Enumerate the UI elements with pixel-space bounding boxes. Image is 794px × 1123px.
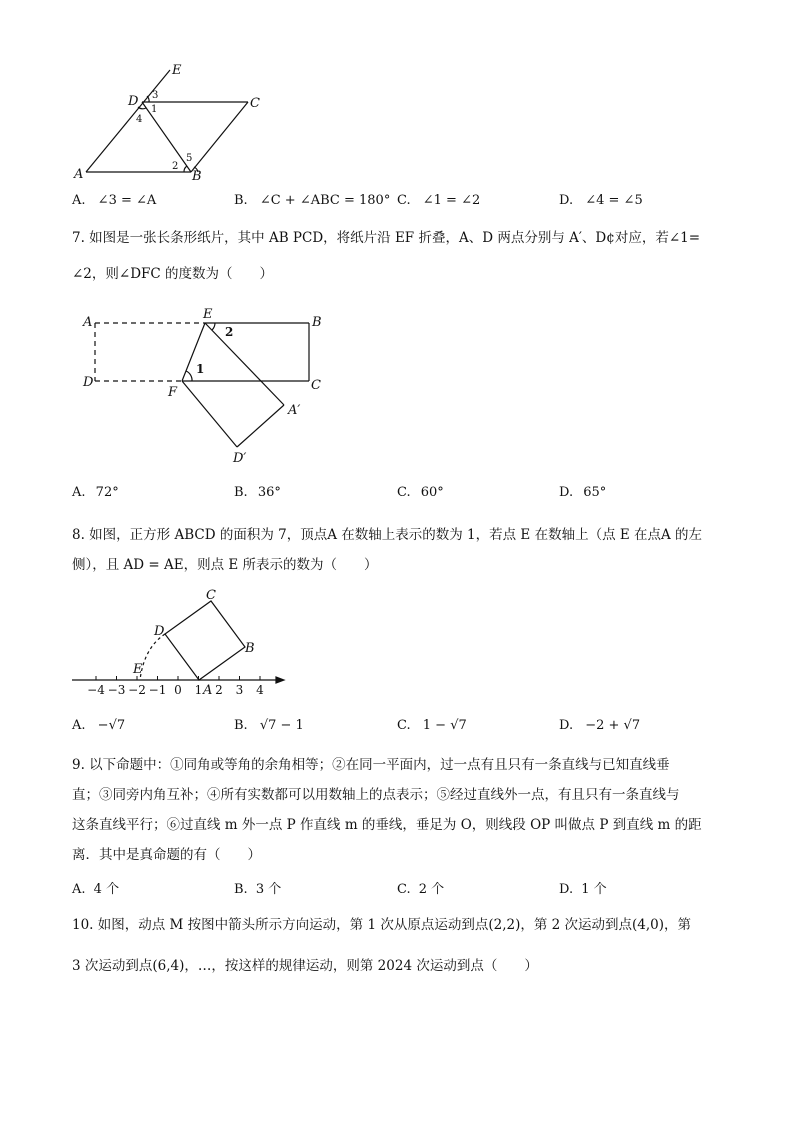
q7-option-a [72, 485, 119, 500]
q6-label-d: D [128, 94, 139, 109]
q6-label-a: A [74, 167, 84, 182]
q8-tick-label: 2 [215, 683, 223, 697]
q8-option-a-key: A. [72, 718, 86, 733]
q7-stem-line1: 7. 如图是一张长条形纸片，其中 AB PCD，将纸片沿 EF 折叠，A、D 两点分别与 A′、D¢对应，若∠1= [72, 230, 701, 246]
q6-angle-arc-b [184, 166, 187, 172]
q10-stem-line2: 3 次运动到点(6,4)，…，按这样的规律运动，则第 2024 次运动到点（ ） [72, 958, 538, 974]
q7-label-e: E [203, 307, 213, 322]
q8-label-b: B [245, 641, 255, 656]
q8-stem-line2: 侧），且 AD = AE，则点 E 所表示的数为（ ） [72, 557, 378, 573]
q8-figure [66, 582, 296, 698]
q7-option-a-key: A. [72, 485, 86, 500]
q6-option-a [72, 193, 156, 208]
q6-option-d-key: D. [559, 193, 574, 208]
q10-stem-line1: 10. 如图，动点 M 按图中箭头所示方向运动，第 1 次从原点运动到点(2,2)，第 2 次运动到点(4,0)，第 [72, 917, 692, 933]
q6-option-b [234, 193, 390, 208]
q9-option-b-text: 3 个 [255, 882, 282, 897]
q8-option-a [72, 718, 125, 733]
q6-angle-4: 4 [136, 114, 143, 125]
q9-stem-line3: 这条直线平行；⑥过直线 m 外一点 P 作直线 m 的垂线，垂足为 O，则线段 OP 叫做点 P 到直线 m 的距 [72, 817, 702, 833]
q7-option-c-text: 60° [420, 485, 444, 500]
q6-option-b-text: ∠C + ∠ABC = 180° [259, 193, 391, 208]
q6-option-a-key: A. [72, 193, 86, 208]
q7-line-fd-prime [182, 381, 237, 447]
q9-option-d-key: D. [559, 882, 574, 897]
q8-tick-label: −3 [107, 683, 126, 697]
q6-option-c-text: ∠1 = ∠2 [422, 193, 481, 208]
q7-option-d-text: 65° [583, 485, 607, 500]
q8-tick-label: 1 [194, 683, 203, 697]
q6-option-b-key: B. [234, 193, 248, 208]
q8-option-d-text: −2 + √7 [585, 718, 641, 733]
q6-line-ae [86, 70, 170, 172]
q7-label-c: C [311, 378, 321, 393]
q6-line-cb [191, 102, 248, 172]
q6-figure [60, 58, 280, 188]
q7-line-ea-prime [205, 323, 284, 405]
q7-option-d [559, 485, 606, 500]
q9-option-a-key: A. [72, 882, 86, 897]
q8-option-b [234, 718, 304, 733]
q6-option-a-text: ∠3 = ∠A [97, 193, 157, 208]
q7-line-aprime-dprime [237, 405, 284, 447]
q8-arc-de [140, 634, 165, 680]
q8-tick-label: 0 [174, 683, 182, 697]
q8-tick-label: −4 [87, 683, 105, 697]
q8-tick-label: −2 [128, 683, 146, 697]
q7-option-d-key: D. [559, 485, 574, 500]
q6-label-e: E [172, 63, 182, 78]
q8-axis-arrow [276, 677, 284, 683]
q8-option-c-key: C. [397, 718, 411, 733]
q6-option-d-text: ∠4 = ∠5 [585, 193, 643, 208]
q9-stem-line2: 直；③同旁内角互补；④所有实数都可以用数轴上的点表示；⑤经过直线外一点，有且只有一条直线与 [72, 787, 680, 803]
q8-option-c [397, 718, 467, 733]
q7-option-b-key: B. [234, 485, 248, 500]
q8-label-d: D [154, 624, 165, 639]
q8-option-b-text: √7 − 1 [259, 718, 304, 733]
q9-stem-line1: 9. 以下命题中：①同角或等角的余角相等；②在同一平面内，过一点有且只有一条直线与已知直线垂 [72, 757, 670, 773]
q9-option-c-text: 2 个 [418, 882, 445, 897]
q7-label-f: F [168, 385, 178, 400]
q7-option-b [234, 485, 281, 500]
q8-option-a-text: −√7 [97, 718, 126, 733]
q7-label-b: B [312, 315, 322, 330]
q6-angle-arc-d2 [138, 107, 146, 109]
q8-tick-label: 4 [256, 683, 264, 697]
q7-label-aprime: A′ [288, 403, 301, 418]
q8-square [165, 601, 245, 680]
q9-option-c [397, 878, 444, 897]
q6-option-c-key: C. [397, 193, 411, 208]
q8-stem-line1: 8. 如图，正方形 ABCD 的面积为 7，顶点A 在数轴上表示的数为 1，若点 E 在数轴上（点 E 在点A 的左 [72, 527, 703, 543]
q6-label-b: B [192, 169, 202, 184]
q8-label-a: A [203, 683, 213, 698]
q7-option-c [397, 485, 444, 500]
q6-option-d [559, 193, 643, 208]
q6-line-db [142, 102, 191, 172]
q9-option-a-text: 4 个 [93, 882, 120, 897]
q9-option-d [559, 878, 607, 897]
q6-angle-2: 2 [172, 161, 179, 172]
q6-option-c [397, 193, 480, 208]
q7-angle-arc-1 [186, 371, 192, 381]
q8-option-d-key: D. [559, 718, 574, 733]
q9-stem-line4: 离．其中是真命题的有（ ） [72, 847, 261, 863]
q9-option-c-key: C. [397, 882, 411, 897]
q7-angle-2-label: 2 [225, 325, 234, 339]
q7-option-b-text: 36° [257, 485, 281, 500]
q6-angle-1: 1 [151, 104, 158, 115]
q7-angle-1-label: 1 [196, 362, 205, 376]
q9-option-b-key: B. [234, 882, 248, 897]
q7-figure [70, 305, 320, 470]
q8-option-c-text: 1 − √7 [422, 718, 467, 733]
q8-tick-label: 3 [235, 683, 244, 697]
q9-option-a [72, 878, 119, 897]
q7-label-d: D [83, 375, 94, 390]
q8-label-e: E [133, 662, 143, 677]
q6-angle-5: 5 [186, 153, 193, 164]
q6-label-c: C [250, 96, 260, 111]
q9-option-d-text: 1 个 [581, 882, 607, 897]
q8-option-b-key: B. [234, 718, 248, 733]
q8-label-c: C [206, 588, 216, 603]
q8-option-d [559, 718, 640, 733]
q7-stem-line2: ∠2，则∠DFC 的度数为（ ） [72, 266, 274, 282]
q9-option-b [234, 878, 281, 897]
q7-option-c-key: C. [397, 485, 411, 500]
q8-tick-label: −1 [148, 683, 167, 697]
q6-angle-3: 3 [152, 90, 159, 101]
q7-label-dprime: D′ [233, 451, 247, 466]
q7-label-a: A [83, 315, 93, 330]
q6-angle-arc-d [147, 96, 149, 102]
q7-option-a-text: 72° [95, 485, 119, 500]
q7-angle-arc-2 [212, 323, 215, 330]
